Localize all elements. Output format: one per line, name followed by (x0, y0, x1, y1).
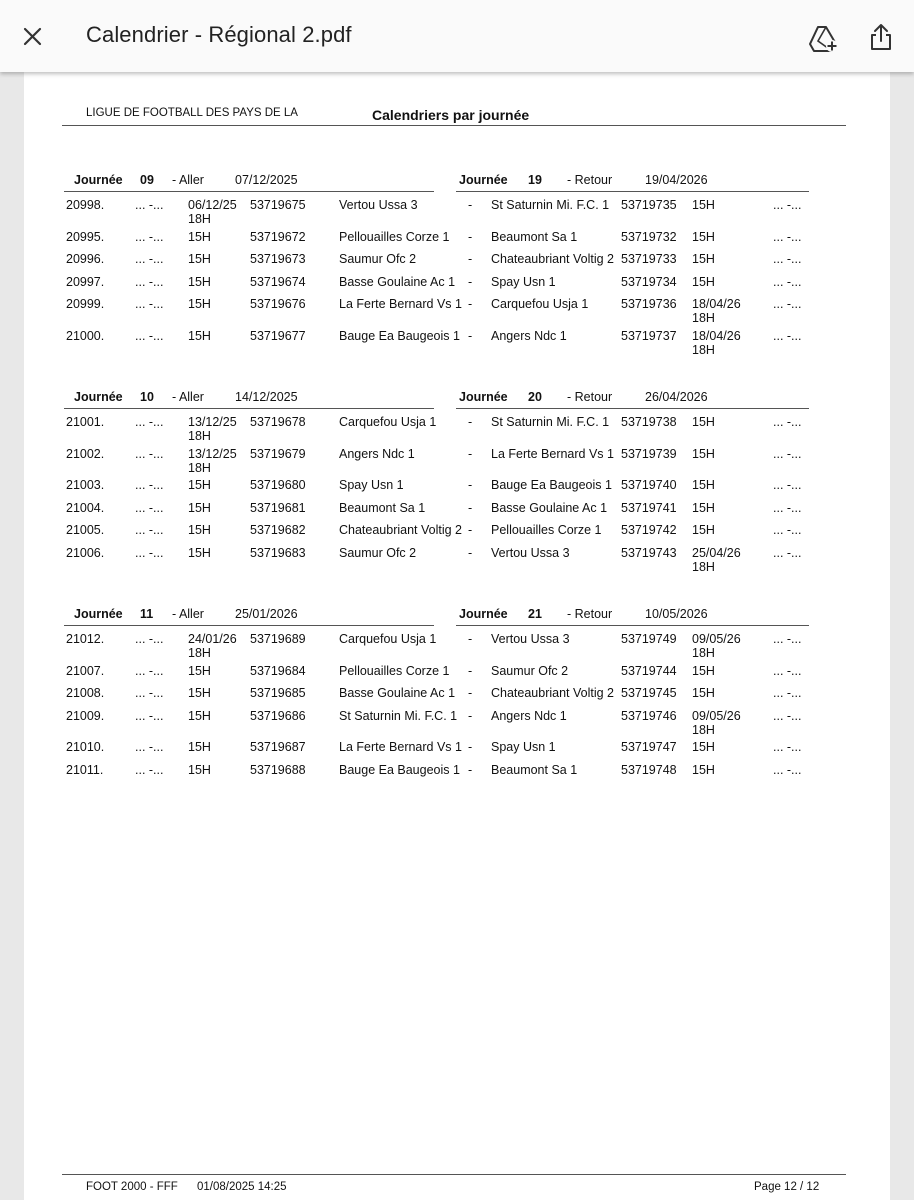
match-time-retour: 15H (692, 763, 715, 777)
journee-aller-rule (64, 191, 434, 192)
match-time-aller: 15H (188, 229, 211, 244)
close-icon[interactable] (18, 22, 48, 52)
time-placeholder-retour: ... -... (773, 686, 802, 701)
match-time-aller: 15H (188, 546, 211, 560)
away-team: Spay Usn 1 (491, 740, 556, 755)
time-placeholder: ... -... (135, 446, 164, 461)
team-separator: - (468, 763, 473, 777)
journee-aller-rule (64, 408, 434, 409)
match-time-aller: 15H (188, 763, 211, 777)
time-placeholder: ... -... (135, 274, 164, 289)
team-separator: - (468, 663, 473, 678)
match-time-retour: 15H (692, 523, 715, 538)
match-time-aller: 15H (188, 297, 211, 312)
time-placeholder-retour: ... -... (773, 763, 802, 777)
team-separator: - (468, 252, 473, 267)
journee-aller-label: Journée (74, 173, 123, 187)
time-placeholder-retour: ... -... (773, 523, 802, 538)
match-code-retour: 53719733 (621, 252, 677, 267)
away-team: Bauge Ea Baugeois 1 (491, 478, 612, 493)
match-code-retour: 53719732 (621, 229, 677, 244)
home-team: La Ferte Bernard Vs 1 (339, 297, 462, 312)
team-separator: - (468, 523, 473, 538)
time-placeholder: ... -... (135, 500, 164, 515)
match-code-retour: 53719741 (621, 500, 677, 515)
match-code-aller: 53719676 (250, 297, 306, 312)
home-team: Carquefou Usja 1 (339, 632, 437, 646)
match-time-aller: 15H (188, 500, 211, 515)
team-separator: - (468, 632, 473, 646)
match-time-retour: 15H (692, 252, 715, 267)
time-placeholder: ... -... (135, 632, 164, 646)
home-team: Carquefou Usja 1 (339, 415, 437, 429)
match-code-aller: 53719678 (250, 415, 306, 429)
match-number: 21002. (66, 446, 105, 461)
home-team: Bauge Ea Baugeois 1 (339, 763, 460, 777)
match-time-aller: 15H (188, 478, 211, 493)
time-placeholder-retour: ... -... (773, 415, 802, 429)
match-number: 20999. (66, 297, 105, 312)
match-time-aller: 13/12/25 (188, 415, 237, 429)
match-time-retour: 15H (692, 478, 715, 493)
match-code-aller: 53719683 (250, 546, 306, 560)
page-number: Page 12 / 12 (754, 1181, 820, 1193)
journee-aller-phase: - Aller (172, 607, 204, 621)
journee-retour-date: 26/04/2026 (645, 390, 708, 404)
match-code-retour: 53719743 (621, 546, 677, 560)
match-time-retour: 18/04/26 (692, 297, 741, 312)
match-code-aller: 53719682 (250, 523, 306, 538)
match-number: 21010. (66, 740, 105, 755)
time-placeholder-retour: ... -... (773, 252, 802, 267)
add-to-drive-icon[interactable] (806, 22, 840, 56)
match-code-aller: 53719689 (250, 632, 306, 646)
time-placeholder-retour: ... -... (773, 632, 802, 646)
away-team: Angers Ndc 1 (491, 329, 567, 343)
match-number: 21011. (66, 763, 104, 777)
journee-aller-date: 07/12/2025 (235, 173, 298, 187)
time-placeholder-retour: ... -... (773, 229, 802, 244)
match-number: 21009. (66, 708, 105, 723)
time-placeholder-retour: ... -... (773, 297, 802, 312)
match-code-retour: 53719749 (621, 632, 677, 646)
time-placeholder-retour: ... -... (773, 663, 802, 678)
match-time-aller: 15H (188, 329, 211, 343)
match-code-aller: 53719688 (250, 763, 306, 777)
match-number: 20996. (66, 252, 105, 267)
team-separator: - (468, 500, 473, 515)
pdf-page (24, 72, 890, 1200)
away-team: Beaumont Sa 1 (491, 763, 578, 777)
match-code-retour: 53719736 (621, 297, 677, 312)
page-title: Calendriers par journée (372, 107, 530, 123)
app-toolbar (0, 0, 914, 72)
match-code-aller: 53719687 (250, 740, 306, 755)
journee-retour-label: Journée (459, 173, 508, 187)
match-code-aller: 53719673 (250, 252, 306, 267)
home-team: Pellouailles Corze 1 (339, 229, 450, 244)
match-time-aller-hour: 18H (188, 460, 211, 475)
match-number: 21012. (66, 632, 105, 646)
match-code-aller: 53719680 (250, 478, 306, 493)
journee-aller-num: 11 (140, 607, 154, 621)
time-placeholder: ... -... (135, 252, 164, 267)
journee-aller-date: 25/01/2026 (235, 607, 298, 621)
journee-aller-label: Journée (74, 390, 123, 404)
match-time-retour: 15H (692, 740, 715, 755)
match-time-retour-hour: 18H (692, 646, 715, 660)
match-code-retour: 53719746 (621, 708, 677, 723)
time-placeholder-retour: ... -... (773, 708, 802, 723)
match-time-aller: 15H (188, 523, 211, 538)
match-number: 21008. (66, 686, 105, 701)
time-placeholder: ... -... (135, 523, 164, 538)
match-time-retour: 15H (692, 415, 715, 429)
time-placeholder: ... -... (135, 708, 164, 723)
journee-aller-phase: - Aller (172, 390, 204, 404)
match-number: 21007. (66, 663, 105, 678)
match-code-retour: 53719744 (621, 663, 677, 678)
home-team: Bauge Ea Baugeois 1 (339, 329, 460, 343)
journee-aller-label: Journée (74, 607, 123, 621)
match-number: 20998. (66, 198, 105, 212)
match-time-aller: 15H (188, 686, 211, 701)
match-time-retour: 15H (692, 686, 715, 701)
time-placeholder: ... -... (135, 686, 164, 701)
journee-aller-date: 14/12/2025 (235, 390, 298, 404)
match-time-aller-hour: 18H (188, 429, 211, 443)
away-team: Chateaubriant Voltig 2 (491, 252, 615, 267)
home-team: Vertou Ussa 3 (339, 198, 418, 212)
home-team: Chateaubriant Voltig 2 (339, 523, 463, 538)
match-time-retour-hour: 18H (692, 343, 715, 357)
journee-retour-rule (456, 625, 809, 626)
away-team: La Ferte Bernard Vs 1 (491, 446, 614, 461)
time-placeholder-retour: ... -... (773, 478, 802, 493)
team-separator: - (468, 274, 473, 289)
match-time-retour: 15H (692, 446, 715, 461)
match-number: 21006. (66, 546, 105, 560)
document-title: Calendrier - Régional 2.pdf (86, 22, 352, 47)
match-number: 21005. (66, 523, 105, 538)
team-separator: - (468, 546, 473, 560)
match-time-retour: 09/05/26 (692, 708, 741, 723)
time-placeholder: ... -... (135, 763, 164, 777)
time-placeholder-retour: ... -... (773, 446, 802, 461)
team-separator: - (468, 297, 473, 312)
match-code-retour: 53719742 (621, 523, 677, 538)
match-code-retour: 53719739 (621, 446, 677, 461)
journee-aller-num: 10 (140, 390, 154, 404)
time-placeholder: ... -... (135, 740, 164, 755)
time-placeholder: ... -... (135, 546, 164, 560)
match-time-aller: 15H (188, 708, 211, 723)
home-team: Spay Usn 1 (339, 478, 404, 493)
match-code-retour: 53719737 (621, 329, 677, 343)
journee-aller-phase: - Aller (172, 173, 204, 187)
match-time-retour: 15H (692, 198, 715, 212)
journee-retour-rule (456, 408, 809, 409)
match-code-aller: 53719684 (250, 663, 306, 678)
time-placeholder: ... -... (135, 415, 164, 429)
home-team: Saumur Ofc 2 (339, 546, 417, 560)
match-code-retour: 53719740 (621, 478, 677, 493)
away-team: Chateaubriant Voltig 2 (491, 686, 615, 701)
match-time-retour-hour: 18H (692, 722, 715, 737)
match-code-retour: 53719748 (621, 763, 677, 777)
match-time-retour: 15H (692, 663, 715, 678)
match-code-retour: 53719747 (621, 740, 677, 755)
home-team: Pellouailles Corze 1 (339, 663, 450, 678)
time-placeholder: ... -... (135, 297, 164, 312)
time-placeholder-retour: ... -... (773, 500, 802, 515)
time-placeholder: ... -... (135, 198, 164, 212)
match-code-aller: 53719672 (250, 229, 306, 244)
team-separator: - (468, 198, 473, 212)
journee-retour-num: 19 (528, 173, 542, 187)
away-team: Carquefou Usja 1 (491, 297, 589, 312)
team-separator: - (468, 446, 473, 461)
journee-retour-label: Journée (459, 607, 508, 621)
match-time-aller: 15H (188, 663, 211, 678)
journee-retour-phase: - Retour (567, 607, 613, 621)
time-placeholder-retour: ... -... (773, 546, 802, 560)
journee-retour-label: Journée (459, 390, 508, 404)
match-code-aller: 53719674 (250, 274, 306, 289)
time-placeholder-retour: ... -... (773, 329, 802, 343)
match-code-retour: 53719738 (621, 415, 677, 429)
match-number: 20997. (66, 274, 105, 289)
match-time-retour: 15H (692, 500, 715, 515)
home-team: Basse Goulaine Ac 1 (339, 686, 456, 701)
away-team: Basse Goulaine Ac 1 (491, 500, 608, 515)
match-number: 21004. (66, 500, 105, 515)
time-placeholder: ... -... (135, 663, 164, 678)
match-code-aller: 53719679 (250, 446, 306, 461)
away-team: St Saturnin Mi. F.C. 1 (491, 198, 610, 212)
away-team: Angers Ndc 1 (491, 708, 567, 723)
match-code-aller: 53719675 (250, 198, 306, 212)
team-separator: - (468, 708, 473, 723)
away-team: Pellouailles Corze 1 (491, 523, 602, 538)
match-code-aller: 53719677 (250, 329, 306, 343)
match-number: 21000. (66, 329, 105, 343)
league-header: LIGUE DE FOOTBALL DES PAYS DE LA (86, 107, 298, 119)
match-time-aller: 24/01/26 (188, 632, 237, 646)
journee-retour-rule (456, 191, 809, 192)
footer-rule (62, 1174, 846, 1175)
time-placeholder: ... -... (135, 329, 164, 343)
away-team: Saumur Ofc 2 (491, 663, 569, 678)
journee-retour-phase: - Retour (567, 173, 613, 187)
match-code-retour: 53719735 (621, 198, 677, 212)
home-team: La Ferte Bernard Vs 1 (339, 740, 462, 755)
match-time-retour: 09/05/26 (692, 632, 741, 646)
match-code-aller: 53719681 (250, 500, 306, 515)
journee-aller-num: 09 (140, 173, 154, 187)
match-time-aller: 15H (188, 252, 211, 267)
time-placeholder-retour: ... -... (773, 740, 802, 755)
match-time-retour: 15H (692, 274, 715, 289)
match-number: 21003. (66, 478, 105, 493)
journee-retour-date: 10/05/2026 (645, 607, 708, 621)
match-time-aller: 06/12/25 (188, 198, 237, 212)
away-team: Spay Usn 1 (491, 274, 556, 289)
match-code-retour: 53719745 (621, 686, 677, 701)
match-time-retour: 18/04/26 (692, 329, 741, 343)
away-team: Vertou Ussa 3 (491, 632, 570, 646)
home-team: St Saturnin Mi. F.C. 1 (339, 708, 458, 723)
footer-date: 01/08/2025 14:25 (197, 1181, 287, 1193)
team-separator: - (468, 686, 473, 701)
team-separator: - (468, 478, 473, 493)
away-team: Beaumont Sa 1 (491, 229, 578, 244)
journee-retour-num: 20 (528, 390, 542, 404)
home-team: Angers Ndc 1 (339, 446, 415, 461)
match-code-aller: 53719686 (250, 708, 306, 723)
time-placeholder: ... -... (135, 229, 164, 244)
match-number: 20995. (66, 229, 105, 244)
match-time-retour-hour: 18H (692, 311, 715, 326)
match-number: 21001. (66, 415, 105, 429)
time-placeholder: ... -... (135, 478, 164, 493)
journee-retour-date: 19/04/2026 (645, 173, 708, 187)
time-placeholder-retour: ... -... (773, 274, 802, 289)
journee-retour-num: 21 (528, 607, 542, 621)
match-time-retour-hour: 18H (692, 560, 715, 574)
match-code-retour: 53719734 (621, 274, 677, 289)
match-time-retour: 25/04/26 (692, 546, 741, 560)
match-time-aller-hour: 18H (188, 212, 211, 226)
team-separator: - (468, 740, 473, 755)
match-time-aller: 15H (188, 274, 211, 289)
team-separator: - (468, 415, 473, 429)
away-team: St Saturnin Mi. F.C. 1 (491, 415, 610, 429)
match-time-retour: 15H (692, 229, 715, 244)
share-icon[interactable] (864, 20, 898, 54)
home-team: Beaumont Sa 1 (339, 500, 426, 515)
home-team: Basse Goulaine Ac 1 (339, 274, 456, 289)
team-separator: - (468, 329, 473, 343)
team-separator: - (468, 229, 473, 244)
away-team: Vertou Ussa 3 (491, 546, 570, 560)
match-time-aller: 15H (188, 740, 211, 755)
journee-aller-rule (64, 625, 434, 626)
match-code-aller: 53719685 (250, 686, 306, 701)
header-rule (62, 125, 846, 126)
time-placeholder-retour: ... -... (773, 198, 802, 212)
journee-retour-phase: - Retour (567, 390, 613, 404)
match-time-aller: 13/12/25 (188, 446, 237, 461)
home-team: Saumur Ofc 2 (339, 252, 417, 267)
footer-software: FOOT 2000 - FFF (86, 1181, 178, 1193)
match-time-aller-hour: 18H (188, 646, 211, 660)
